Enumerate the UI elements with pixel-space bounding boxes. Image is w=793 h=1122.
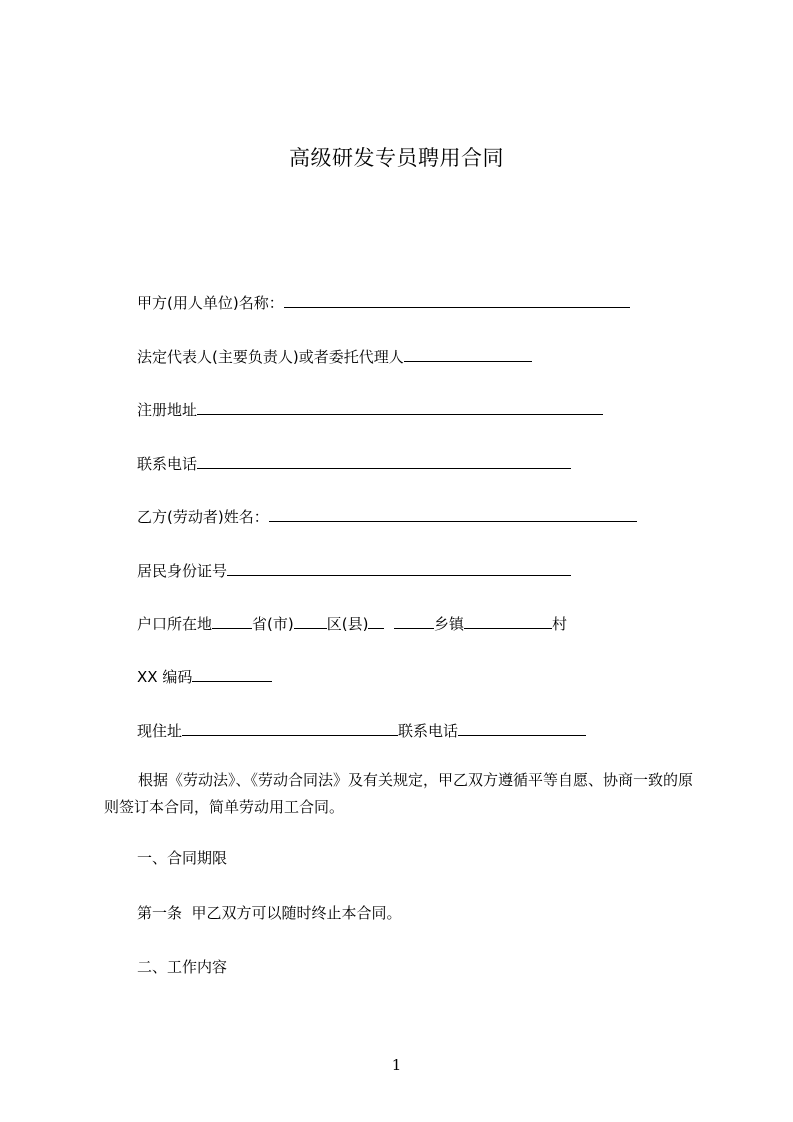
party-a-blank[interactable] [284,292,630,308]
document-title: 高级研发专员聘用合同 [289,146,504,170]
contact-phone-blank[interactable] [197,453,571,469]
id-number-line [137,560,571,581]
id-number-blank[interactable] [227,560,571,576]
hukou-town-label: 乡镇 [434,615,465,633]
party-b-label: 乙方(劳动者)姓名： [137,508,269,526]
id-number-label: 居民身份证号 [137,562,228,580]
reg-address-line [137,399,603,420]
hukou-province-blank[interactable] [212,613,252,629]
hukou-village-blank[interactable] [464,613,552,629]
postcode-label: XX 编码 [137,668,193,686]
page-number: 1 [391,1056,402,1074]
current-address-label: 现住址 [137,722,183,740]
hukou-line [137,613,567,634]
hukou-district-blank[interactable] [294,613,327,629]
postcode-blank[interactable] [192,666,272,682]
hukou-district-label: 区(县) [326,615,369,633]
current-address-blank[interactable] [182,720,398,736]
legal-rep-label: 法定代表人(主要负责人)或者委托代理人 [137,348,404,366]
party-b-name-line [137,506,637,527]
section-2-heading: 二、工作内容 [137,958,228,976]
hukou-village-label: 村 [552,615,568,633]
current-phone-blank[interactable] [458,720,586,736]
party-b-blank[interactable] [269,506,637,522]
hukou-province-label: 省(市) [252,615,294,633]
hukou-town-blank[interactable] [394,613,434,629]
current-phone-label: 联系电话 [398,722,459,740]
intro-paragraph: 根据《劳动法》、《劳动合同法》及有关规定，甲乙双方遵循平等自愿、协商一致的原则签订本合同，简单劳动用工合同。 [104,771,694,816]
reg-address-label: 注册地址 [137,401,198,419]
party-a-label: 甲方(用人单位)名称： [137,294,284,312]
contact-phone-line [137,453,571,474]
legal-rep-blank[interactable] [404,346,532,362]
current-address-line [137,720,586,741]
legal-rep-line [137,346,532,367]
contact-phone-label: 联系电话 [137,455,198,473]
hukou-extra-blank-1[interactable] [368,613,384,629]
article-1: 第一条 甲乙双方可以随时终止本合同。 [137,904,402,922]
hukou-label: 户口所在地 [137,615,213,633]
postcode-line [137,666,272,687]
section-1-heading: 一、合同期限 [137,849,228,867]
party-a-name-line [137,292,630,313]
reg-address-blank[interactable] [197,399,603,415]
